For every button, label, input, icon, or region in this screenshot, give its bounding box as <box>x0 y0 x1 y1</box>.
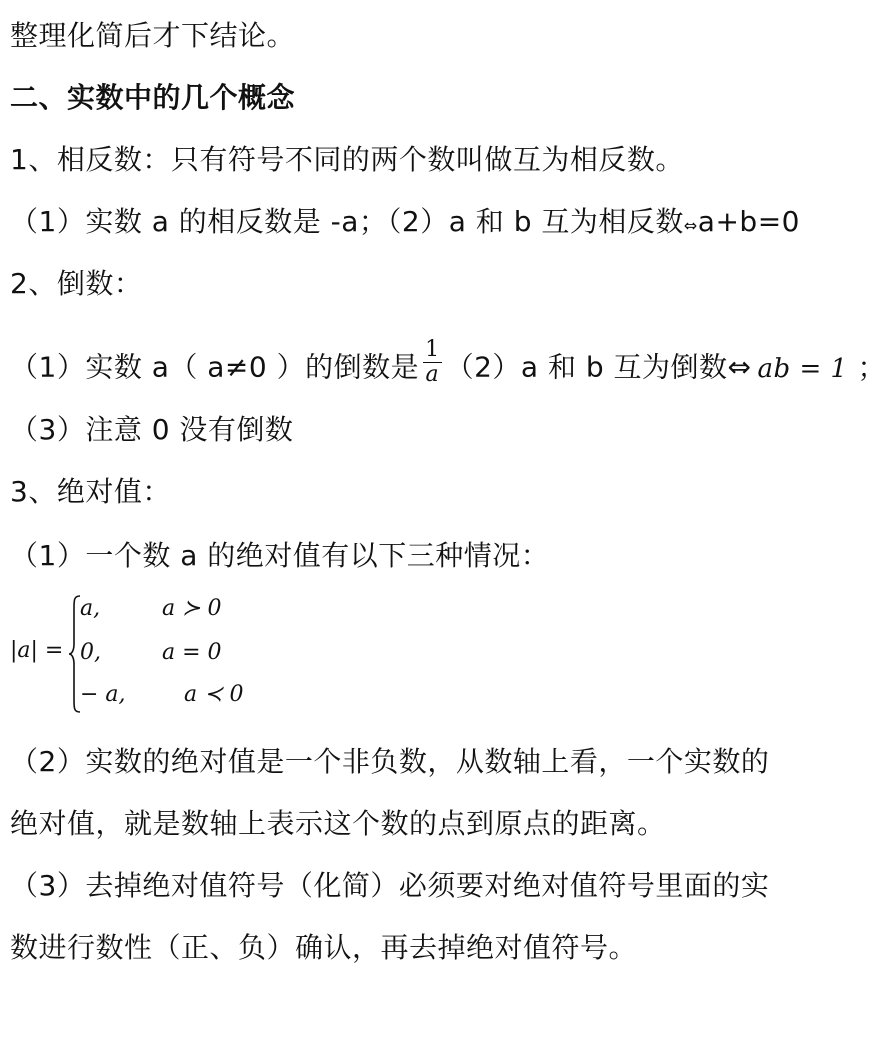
text-line-absolute-value-distance: 绝对值，就是数轴上表示这个数的点到原点的距离。 <box>10 807 666 840</box>
text-line-absolute-value-nonnegative: （2）实数的绝对值是一个非负数，从数轴上看，一个实数的 <box>10 745 770 778</box>
reciprocal-text-part1: （1）实数 a（ a≠0 ）的倒数是 <box>10 350 420 384</box>
text-line-conclusion: 整理化简后才下结论。 <box>10 19 296 52</box>
text-line-reciprocal-properties <box>10 337 886 393</box>
case-positive-value: a, <box>80 596 101 621</box>
case-zero-value: 0, <box>80 640 101 665</box>
text-line-absolute-value-heading: 3、绝对值： <box>10 475 171 508</box>
fraction-numerator: 1 <box>425 337 440 362</box>
text-line-sign-confirmation: 数进行数性（正、负）确认，再去掉绝对值符号。 <box>10 931 638 964</box>
reciprocal-line-end: ； <box>857 350 886 384</box>
equivalence-arrow-icon: ⇔ <box>683 216 698 235</box>
text-line-opposite-properties <box>10 204 800 244</box>
absolute-value-piecewise-formula <box>10 592 270 722</box>
case-zero-condition: a = 0 <box>162 640 222 665</box>
text-line-absolute-value-cases: （1）一个数 a 的绝对值有以下三种情况： <box>10 539 550 572</box>
absolute-value-lhs: |a| = <box>10 638 64 663</box>
opposite-sum-equation: a+b=0 <box>697 205 800 238</box>
case-positive <box>80 596 222 621</box>
text-line-reciprocal-heading: 2、倒数： <box>10 267 143 300</box>
fraction-denominator: a <box>425 362 440 387</box>
reciprocal-fraction <box>423 338 442 387</box>
section-heading-real-number-concepts: 二、实数中的几个概念 <box>10 81 296 114</box>
reciprocal-text-part2: （2）a 和 b 互为倒数⇔ <box>445 350 752 384</box>
reciprocal-product-equation: ab = 1 <box>757 353 848 384</box>
text-line-opposite-definition: 1、相反数：只有符号不同的两个数叫做互为相反数。 <box>10 143 684 176</box>
text-line-remove-absolute-sign: （3）去掉绝对值符号（化简）必须要对绝对值符号里面的实 <box>10 869 770 902</box>
case-positive-condition: a ≻ 0 <box>162 596 222 621</box>
case-negative-condition: a ≺ 0 <box>184 682 244 707</box>
case-negative <box>80 682 244 707</box>
opposite-properties-text: （1）实数 a 的相反数是 -a；（2）a 和 b 互为相反数 <box>10 205 684 238</box>
text-line-zero-no-reciprocal: （3）注意 0 没有倒数 <box>10 413 294 446</box>
case-zero <box>80 640 222 665</box>
case-negative-value: − a, <box>80 682 126 707</box>
